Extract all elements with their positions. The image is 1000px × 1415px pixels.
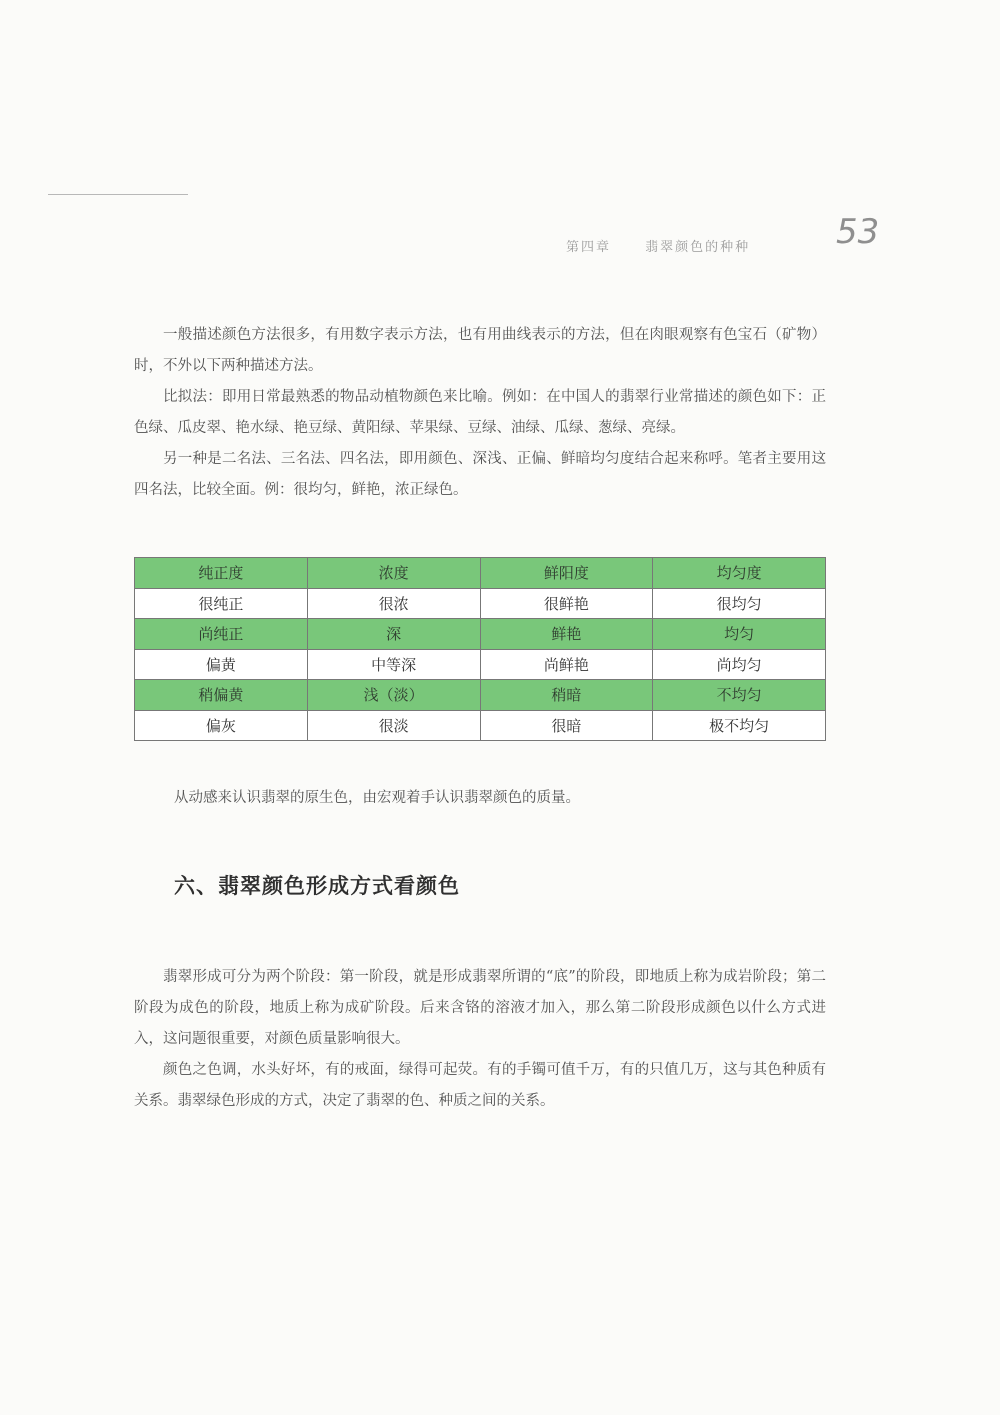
paragraph: 翡翠形成可分为两个阶段：第一阶段，就是形成翡翠所谓的“底”的阶段，即地质上称为成岩阶段；第二阶段为成色的阶段，地质上称为成矿阶段。后来含铬的溶液才加入，那么第二阶段形成颜色以什么方式进入，这问题很重要，对颜色质量影响很大。 — [134, 969, 826, 1047]
table-header-cell: 纯正度 — [135, 558, 308, 589]
table-cell: 稍偏黄 — [135, 680, 308, 711]
table-cell: 极不均匀 — [653, 710, 826, 741]
table-row — [135, 588, 826, 619]
table-cell: 尚纯正 — [135, 619, 308, 650]
table-cell: 不均匀 — [653, 680, 826, 711]
table-header-cell: 浓度 — [307, 558, 480, 589]
table-cell: 很均匀 — [653, 588, 826, 619]
table-header-cell: 均匀度 — [653, 558, 826, 589]
table-header-cell: 鲜阳度 — [480, 558, 653, 589]
table-cell: 浅（淡） — [307, 680, 480, 711]
table-cell: 偏黄 — [135, 649, 308, 680]
table-row — [135, 558, 826, 589]
page-number: 53 — [836, 212, 880, 252]
table-cell: 很浓 — [307, 588, 480, 619]
table-cell: 鲜艳 — [480, 619, 653, 650]
chapter-title: 翡翠颜色的种种 — [645, 240, 751, 255]
table-cell: 中等深 — [307, 649, 480, 680]
intro-text — [134, 320, 826, 506]
table-cell: 很鲜艳 — [480, 588, 653, 619]
table-cell: 尚鲜艳 — [480, 649, 653, 680]
paragraph: 颜色之色调，水头好坏，有的戒面，绿得可起荧。有的手镯可值千万，有的只值几万，这与其色种质有关系。翡翠绿色形成的方式，决定了翡翠的色、种质之间的关系。 — [134, 1062, 826, 1109]
table-cell: 很淡 — [307, 710, 480, 741]
table-cell: 稍暗 — [480, 680, 653, 711]
chapter-label: 第四章 — [566, 240, 612, 255]
paragraph: 另一种是二名法、三名法、四名法，即用颜色、深浅、正偏、鲜暗均匀度结合起来称呼。笔者主要用这四名法，比较全面。例：很均匀，鲜艳，浓正绿色。 — [134, 451, 826, 498]
section-heading: 六、翡翠颜色形成方式看颜色 — [174, 874, 460, 898]
table-row — [135, 649, 826, 680]
table-row — [135, 619, 826, 650]
running-header — [566, 236, 778, 255]
table-cell: 深 — [307, 619, 480, 650]
table-cell: 很纯正 — [135, 588, 308, 619]
table-row — [135, 710, 826, 741]
color-grade-table — [134, 557, 826, 741]
paragraph: 比拟法：即用日常最熟悉的物品动植物颜色来比喻。例如：在中国人的翡翠行业常描述的颜色如下：正色绿、瓜皮翠、艳水绿、艳豆绿、黄阳绿、苹果绿、豆绿、油绿、瓜绿、葱绿、亮绿。 — [134, 389, 826, 436]
section-text — [134, 962, 826, 1117]
header-rule — [48, 194, 188, 195]
table-cell: 均匀 — [653, 619, 826, 650]
paragraph: 一般描述颜色方法很多，有用数字表示方法，也有用曲线表示的方法，但在肉眼观察有色宝石（矿物）时，不外以下两种描述方法。 — [134, 327, 826, 374]
table-cell: 很暗 — [480, 710, 653, 741]
table-cell: 尚均匀 — [653, 649, 826, 680]
table-row — [135, 680, 826, 711]
table-cell: 偏灰 — [135, 710, 308, 741]
table-caption: 从动感来认识翡翠的原生色，由宏观着手认识翡翠颜色的质量。 — [174, 790, 580, 806]
